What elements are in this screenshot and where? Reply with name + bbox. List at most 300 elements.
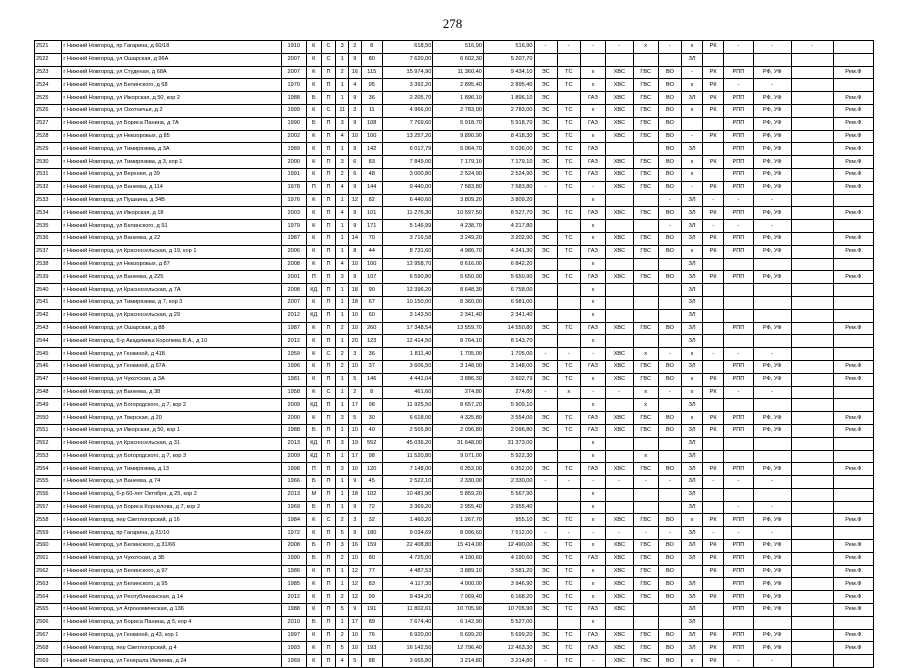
cell-c21: РФ, УФ	[753, 66, 791, 79]
cell-num: 2561	[35, 552, 62, 565]
cell-c16: ГВС	[633, 156, 658, 169]
cell-addr: г Нижний Новгород, ул Ижорская, д 50, кор 1	[62, 424, 281, 437]
cell-mat: К	[306, 220, 321, 233]
cell-c23	[833, 488, 873, 501]
cell-c15	[606, 488, 633, 501]
cell-c16: х	[633, 386, 658, 399]
cell-c20	[724, 488, 754, 501]
cell-ent: 18	[349, 284, 362, 297]
cell-c17: ВО	[658, 412, 681, 425]
cell-liv: 3 886,30	[433, 373, 484, 386]
cell-addr: г Нижний Новгород, ул Невзоровых, д 85	[62, 130, 281, 143]
cell-c19: РК	[703, 552, 724, 565]
cell-priv: 9 434,10	[483, 66, 534, 79]
cell-num: 2539	[35, 271, 62, 284]
cell-c19	[703, 360, 724, 373]
cell-liv: 1 705,00	[433, 348, 484, 361]
cell-apts: 60	[361, 309, 382, 322]
cell-ent: 9	[349, 271, 362, 284]
cell-c20: РПП	[724, 143, 754, 156]
cell-c12	[534, 437, 557, 450]
housing-register-table	[34, 40, 874, 668]
cell-area: 16 142,50	[382, 642, 433, 655]
cell-c21: -	[753, 501, 791, 514]
cell-c15	[606, 194, 633, 207]
cell-c21: РФ, УФ	[753, 130, 791, 143]
cell-c16: ГВС	[633, 412, 658, 425]
cell-type: П	[321, 565, 336, 578]
cell-c22	[791, 437, 833, 450]
cell-c15: ХВС	[606, 463, 633, 476]
cell-priv: 6 981,00	[483, 296, 534, 309]
cell-c23	[833, 476, 873, 489]
cell-area: 3 392,20	[382, 79, 433, 92]
cell-type: П	[321, 220, 336, 233]
cell-c23	[833, 348, 873, 361]
cell-c14: -	[580, 181, 605, 194]
cell-addr: г Нижний Новгород, ул Пушкина, д 34В	[62, 194, 281, 207]
cell-mat: К	[306, 335, 321, 348]
cell-c14: ГАЗ	[580, 156, 605, 169]
cell-c16: -	[633, 527, 658, 540]
cell-type: П	[321, 66, 336, 79]
cell-c21	[753, 335, 791, 348]
cell-num: 2549	[35, 399, 62, 412]
cell-c22	[791, 450, 833, 463]
cell-ent: 10	[349, 258, 362, 271]
cell-num: 2522	[35, 53, 62, 66]
cell-apts: 108	[361, 117, 382, 130]
cell-c21: РФ, УФ	[753, 412, 791, 425]
cell-c13: ТС	[557, 66, 580, 79]
cell-c16: ГВС	[633, 92, 658, 105]
cell-apts: 100	[361, 130, 382, 143]
cell-mat: КД	[306, 437, 321, 450]
cell-c22	[791, 476, 833, 489]
cell-c15: ХВС	[606, 604, 633, 617]
cell-mat: Б	[306, 117, 321, 130]
cell-c17	[658, 335, 681, 348]
cell-c16: ГВС	[633, 591, 658, 604]
cell-liv: 1 896,10	[433, 92, 484, 105]
cell-num: 2566	[35, 616, 62, 629]
cell-c18: х	[682, 79, 703, 92]
cell-c16: х	[633, 348, 658, 361]
cell-type: С	[321, 386, 336, 399]
cell-c23: Рем.Ф	[833, 463, 873, 476]
cell-year: 2007	[281, 296, 306, 309]
cell-c12	[534, 501, 557, 514]
cell-type: С	[321, 348, 336, 361]
cell-c23	[833, 194, 873, 207]
cell-c21	[753, 399, 791, 412]
cell-c14: ГАЗ	[580, 207, 605, 220]
cell-c20: РПП	[724, 181, 754, 194]
cell-fl: 3	[336, 540, 349, 553]
cell-c15: ХВС	[606, 629, 633, 642]
cell-addr: г Нижний Новгород, ул Генкиной, д 67А	[62, 360, 281, 373]
cell-area: 6 590,80	[382, 271, 433, 284]
cell-c18: ЗЛ	[682, 284, 703, 297]
cell-c15: ХВС	[606, 655, 633, 668]
cell-c15: ХВС	[606, 578, 633, 591]
cell-c19	[703, 578, 724, 591]
cell-mat: Б	[306, 501, 321, 514]
cell-mat: КД	[306, 309, 321, 322]
cell-mat: К	[306, 348, 321, 361]
cell-type: П	[321, 181, 336, 194]
cell-apts: 8	[361, 41, 382, 54]
cell-liv: 3 249,20	[433, 232, 484, 245]
cell-c18	[682, 117, 703, 130]
cell-fl: 3	[336, 117, 349, 130]
cell-priv: 2 524,90	[483, 168, 534, 181]
cell-c21	[753, 53, 791, 66]
cell-c20: РПП	[724, 245, 754, 258]
table-row	[35, 104, 874, 117]
cell-c13: ТС	[557, 104, 580, 117]
cell-c16: ГВС	[633, 79, 658, 92]
cell-c12: ЭС	[534, 66, 557, 79]
cell-c19: РК	[703, 207, 724, 220]
cell-c19: РК	[703, 412, 724, 425]
cell-year: 1969	[281, 501, 306, 514]
cell-c19: РК	[703, 92, 724, 105]
cell-addr: г Нижний Новгород, ул Бориса Корнилова, д 7, кор 2	[62, 501, 281, 514]
cell-apts: 115	[361, 66, 382, 79]
cell-c16: ГВС	[633, 552, 658, 565]
cell-c19	[703, 168, 724, 181]
cell-num: 2558	[35, 514, 62, 527]
cell-c19: РК	[703, 41, 724, 54]
cell-c12: ЭС	[534, 271, 557, 284]
cell-fl: 1	[336, 501, 349, 514]
cell-c21: РФ, УФ	[753, 540, 791, 553]
cell-c18: ЗЛ	[682, 92, 703, 105]
cell-num: 2527	[35, 117, 62, 130]
cell-c13: ТС	[557, 604, 580, 617]
cell-c14: -	[580, 527, 605, 540]
cell-c13: ТС	[557, 373, 580, 386]
cell-c16: ГВС	[633, 232, 658, 245]
cell-c13	[557, 194, 580, 207]
cell-c20: РПП	[724, 232, 754, 245]
cell-c12: ЭС	[534, 156, 557, 169]
cell-addr: г Нижний Новгород, ул Богородского, д 7, кор 3	[62, 450, 281, 463]
cell-fl: 1	[336, 79, 349, 92]
table-row	[35, 296, 874, 309]
cell-mat: К	[306, 258, 321, 271]
cell-year: 2002	[281, 130, 306, 143]
cell-mat: П	[306, 463, 321, 476]
cell-type: П	[321, 655, 336, 668]
cell-c13: ТС	[557, 130, 580, 143]
cell-liv: 7 069,40	[433, 591, 484, 604]
cell-c17: -	[658, 527, 681, 540]
cell-c12: ЭС	[534, 117, 557, 130]
cell-num: 2546	[35, 360, 62, 373]
cell-ent: 17	[349, 399, 362, 412]
cell-fl: 1	[336, 616, 349, 629]
cell-c14: х	[580, 540, 605, 553]
table-row	[35, 565, 874, 578]
cell-area: 9 434,20	[382, 591, 433, 604]
cell-type: П	[321, 360, 336, 373]
cell-area: 22 408,80	[382, 540, 433, 553]
cell-c19: РК	[703, 245, 724, 258]
cell-c23: Рем.Ф	[833, 207, 873, 220]
cell-c15: ХВС	[606, 168, 633, 181]
cell-year: 1978	[281, 181, 306, 194]
cell-c16	[633, 309, 658, 322]
cell-mat: К	[306, 373, 321, 386]
cell-c14: х	[580, 309, 605, 322]
cell-ent: 9	[349, 92, 362, 105]
cell-fl: 1	[336, 92, 349, 105]
cell-c23: Рем.Ф	[833, 578, 873, 591]
cell-mat: Б	[306, 552, 321, 565]
cell-c15: ХВС	[606, 245, 633, 258]
cell-mat: К	[306, 565, 321, 578]
cell-num: 2555	[35, 476, 62, 489]
cell-mat: КД	[306, 399, 321, 412]
cell-c19: РК	[703, 655, 724, 668]
cell-addr: г Нижний Новгород, ул Тимирязева, д 7, кор 3	[62, 296, 281, 309]
cell-addr: г Нижний Новгород, ул Студеная, д 68А	[62, 66, 281, 79]
cell-c20: -	[724, 501, 754, 514]
cell-priv: 3 148,00	[483, 360, 534, 373]
cell-mat: К	[306, 168, 321, 181]
cell-num: 2537	[35, 245, 62, 258]
table-row	[35, 373, 874, 386]
table-row	[35, 194, 874, 207]
cell-c17: ВО	[658, 66, 681, 79]
cell-num: 2559	[35, 527, 62, 540]
cell-c17: ВО	[658, 130, 681, 143]
cell-apts: 30	[361, 412, 382, 425]
cell-priv: 5 527,00	[483, 616, 534, 629]
cell-c16: ГВС	[633, 117, 658, 130]
cell-area: 4 441,04	[382, 373, 433, 386]
cell-area: 3 000,80	[382, 168, 433, 181]
cell-c18: -	[682, 181, 703, 194]
cell-c22	[791, 53, 833, 66]
cell-priv: 6 168,20	[483, 591, 534, 604]
cell-ent: 5	[349, 373, 362, 386]
cell-num: 2544	[35, 335, 62, 348]
cell-addr: г Нижний Новгород, ул Ванеева, д 38	[62, 386, 281, 399]
cell-c15: ХВС	[606, 104, 633, 117]
cell-c15: ХВС	[606, 322, 633, 335]
cell-c23: Рем.Ф	[833, 373, 873, 386]
cell-apts: 36	[361, 348, 382, 361]
cell-c14: ГАЗ	[580, 629, 605, 642]
cell-c12	[534, 194, 557, 207]
cell-num: 2548	[35, 386, 62, 399]
cell-c23: Рем.Ф	[833, 66, 873, 79]
cell-c12: ЭС	[534, 373, 557, 386]
cell-c15: ХВС	[606, 591, 633, 604]
cell-type: П	[321, 207, 336, 220]
cell-c18: ЗЛ	[682, 271, 703, 284]
cell-c19	[703, 284, 724, 297]
cell-c14: ГАЗ	[580, 168, 605, 181]
cell-addr: г Нижний Новгород, ул Ошарская, д 96А	[62, 53, 281, 66]
cell-c18: ЗЛ	[682, 463, 703, 476]
cell-ent: 6	[349, 156, 362, 169]
cell-ent: 18	[349, 488, 362, 501]
cell-c13: ТС	[557, 79, 580, 92]
cell-liv: 8 648,30	[433, 284, 484, 297]
cell-c14: х	[580, 437, 605, 450]
cell-area: 10 481,90	[382, 488, 433, 501]
cell-c16	[633, 296, 658, 309]
cell-c19	[703, 450, 724, 463]
cell-c13	[557, 437, 580, 450]
cell-num: 2568	[35, 642, 62, 655]
cell-type: П	[321, 322, 336, 335]
cell-area: 13 257,20	[382, 130, 433, 143]
cell-c20: РПП	[724, 360, 754, 373]
cell-liv: 4 238,70	[433, 220, 484, 233]
cell-c14: ГАЗ	[580, 117, 605, 130]
cell-c17	[658, 296, 681, 309]
cell-c21: РФ, УФ	[753, 322, 791, 335]
cell-c17	[658, 488, 681, 501]
cell-c13	[557, 501, 580, 514]
cell-type: П	[321, 79, 336, 92]
cell-num: 2543	[35, 322, 62, 335]
cell-c23: Рем.Ф	[833, 181, 873, 194]
cell-c17	[658, 309, 681, 322]
cell-type: П	[321, 232, 336, 245]
cell-addr: г Нижний Новгород, ул Чукотская, д 3Б	[62, 552, 281, 565]
table-row	[35, 348, 874, 361]
table-row	[35, 514, 874, 527]
cell-type: П	[321, 373, 336, 386]
cell-area: 4 117,30	[382, 578, 433, 591]
cell-ent: 20	[349, 335, 362, 348]
cell-fl: 1	[336, 373, 349, 386]
cell-area: 4 487,53	[382, 565, 433, 578]
cell-area: 11 276,30	[382, 207, 433, 220]
cell-c16	[633, 616, 658, 629]
cell-year: 1990	[281, 117, 306, 130]
cell-c12: ЭС	[534, 412, 557, 425]
cell-liv: 6 142,90	[433, 616, 484, 629]
cell-addr: г Нижний Новгород, ул Белинского, д 68	[62, 79, 281, 92]
cell-area: 1 460,20	[382, 514, 433, 527]
cell-apts: 70	[361, 232, 382, 245]
cell-c21: РФ, УФ	[753, 181, 791, 194]
cell-num: 2550	[35, 412, 62, 425]
cell-c12: -	[534, 386, 557, 399]
cell-c20	[724, 450, 754, 463]
cell-mat: К	[306, 79, 321, 92]
cell-c20: РПП	[724, 540, 754, 553]
cell-c22	[791, 130, 833, 143]
cell-c20: РПП	[724, 424, 754, 437]
table-row	[35, 156, 874, 169]
cell-c16	[633, 437, 658, 450]
cell-priv: 3 554,00	[483, 412, 534, 425]
cell-c12: -	[534, 348, 557, 361]
cell-addr: г Нижний Новгород, ул Белинского, д 95	[62, 578, 281, 591]
cell-addr: г Нижний Новгород, ул Генерала Ивлиева, д 24	[62, 655, 281, 668]
cell-num: 2538	[35, 258, 62, 271]
cell-c18: х	[682, 156, 703, 169]
cell-c22	[791, 565, 833, 578]
cell-ent: 9	[349, 476, 362, 489]
cell-c14: х	[580, 258, 605, 271]
cell-c12: ЭС	[534, 552, 557, 565]
cell-ent: 19	[349, 437, 362, 450]
cell-c20	[724, 284, 754, 297]
cell-c13: ТС	[557, 642, 580, 655]
cell-apts: 44	[361, 245, 382, 258]
cell-fl: 2	[336, 66, 349, 79]
cell-num: 2560	[35, 540, 62, 553]
cell-mat: К	[306, 232, 321, 245]
cell-num: 2526	[35, 104, 62, 117]
cell-c17: ВО	[658, 424, 681, 437]
cell-c16: ГВС	[633, 540, 658, 553]
cell-c18: ЗЛ	[682, 296, 703, 309]
cell-c23	[833, 41, 873, 54]
cell-c17: ВО	[658, 642, 681, 655]
cell-c12: ЭС	[534, 104, 557, 117]
cell-type: П	[321, 296, 336, 309]
cell-c21	[753, 309, 791, 322]
cell-c18: ЗЛ	[682, 616, 703, 629]
cell-area: 2 205,70	[382, 92, 433, 105]
cell-addr: г Нижний Новгород, ул Ванеева, д 74	[62, 476, 281, 489]
cell-c16: ГВС	[633, 578, 658, 591]
cell-c12: ЭС	[534, 207, 557, 220]
cell-addr: г Нижний Новгород, ул Красносельская, д 7А	[62, 284, 281, 297]
cell-c18: ЗЛ	[682, 322, 703, 335]
cell-liv: 4 325,80	[433, 412, 484, 425]
cell-fl: 5	[336, 527, 349, 540]
cell-num: 2541	[35, 296, 62, 309]
cell-c23: Рем.Ф	[833, 604, 873, 617]
cell-c23: Рем.Ф	[833, 540, 873, 553]
cell-c18: х	[682, 104, 703, 117]
cell-c17: -	[658, 476, 681, 489]
table-row	[35, 629, 874, 642]
cell-liv: 3 148,00	[433, 360, 484, 373]
cell-type: С	[321, 514, 336, 527]
cell-liv: 2 330,00	[433, 476, 484, 489]
cell-c20: РПП	[724, 373, 754, 386]
cell-c13	[557, 450, 580, 463]
cell-addr: г Нижний Новгород, ул Охотничья, д 2	[62, 104, 281, 117]
cell-fl: 1	[336, 565, 349, 578]
cell-priv: 8 143,70	[483, 335, 534, 348]
cell-fl: 4	[336, 655, 349, 668]
cell-c21	[753, 616, 791, 629]
cell-c14: х	[580, 194, 605, 207]
cell-priv: 5 567,90	[483, 488, 534, 501]
cell-c20: -	[724, 476, 754, 489]
table-row	[35, 642, 874, 655]
cell-c21: РФ, УФ	[753, 92, 791, 105]
cell-fl: 1	[336, 488, 349, 501]
cell-c16	[633, 284, 658, 297]
cell-addr: г Нижний Новгород, ул Ванеева, д 114	[62, 181, 281, 194]
cell-c15: ХВС	[606, 207, 633, 220]
cell-c15	[606, 309, 633, 322]
